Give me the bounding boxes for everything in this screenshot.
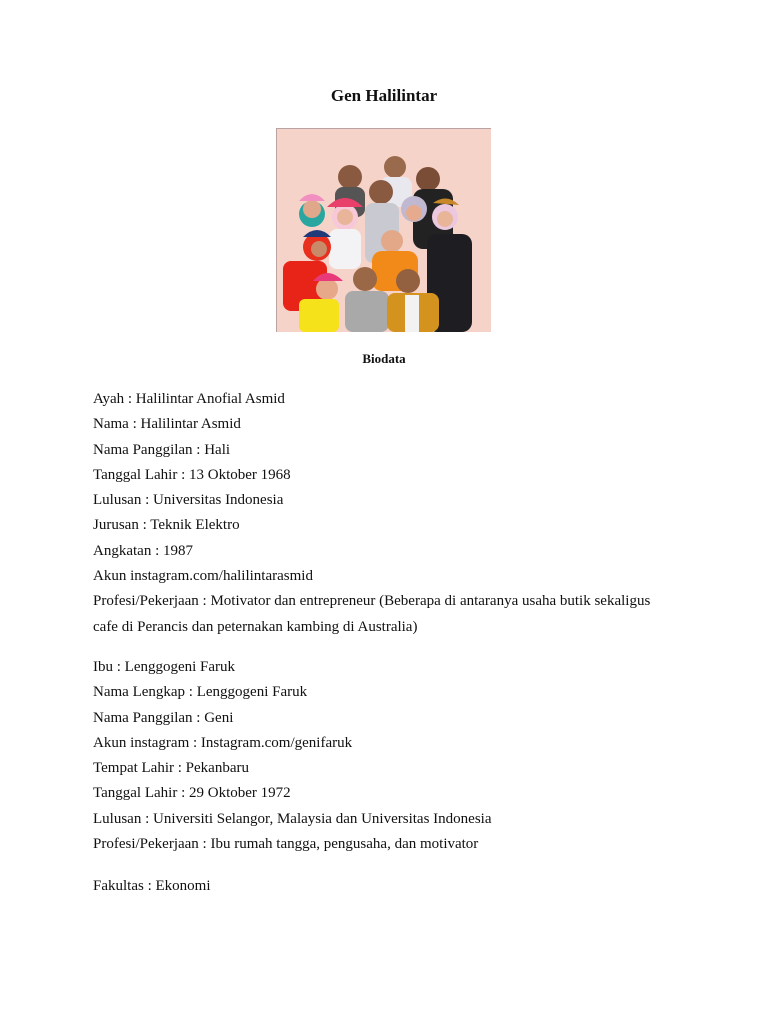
faculty-line: Fakultas : Ekonomi — [93, 878, 211, 894]
father-line: Profesi/Pekerjaan : Motivator dan entrepreneur (Beberapa di antaranya usaha butik sekaligus — [93, 593, 651, 610]
section-heading-biodata: Biodata — [362, 351, 406, 366]
mother-line: Nama Lengkap : Lenggogeni Faruk — [93, 684, 308, 701]
father-line: cafe di Perancis dan peternakan kambing di Australia) — [93, 618, 418, 635]
father-line: Akun instagram.com/halilintarasmid — [93, 568, 313, 585]
mother-line: Nama Panggilan : Geni — [93, 709, 234, 726]
mother-line: Tanggal Lahir : 29 Oktober 1972 — [93, 785, 291, 802]
mother-line: Profesi/Pekerjaan : Ibu rumah tangga, pengusaha, dan motivator — [93, 836, 479, 853]
mother-line: Lulusan : Universiti Selangor, Malaysia dan Universitas Indonesia — [93, 810, 492, 827]
mother-biodata — [93, 655, 693, 857]
father-line: Tanggal Lahir : 13 Oktober 1968 — [93, 466, 291, 483]
father-line: Angkatan : 1987 — [93, 542, 193, 559]
father-line: Nama Panggilan : Hali — [93, 441, 231, 458]
father-line: Ayah : Halilintar Anofial Asmid — [93, 391, 285, 407]
father-line: Nama : Halilintar Asmid — [93, 416, 241, 433]
family-photo — [276, 128, 491, 332]
father-biodata — [93, 387, 693, 640]
family-photo-illustration — [277, 129, 491, 332]
extra-biodata — [93, 874, 693, 899]
father-line: Jurusan : Teknik Elektro — [93, 517, 240, 534]
document-title: Gen Halilintar — [330, 86, 438, 105]
mother-line: Tempat Lahir : Pekanbaru — [93, 760, 249, 777]
mother-line: Akun instagram : Instagram.com/genifaruk — [93, 734, 353, 751]
father-line: Lulusan : Universitas Indonesia — [93, 492, 284, 509]
mother-line: Ibu : Lenggogeni Faruk — [93, 659, 236, 675]
